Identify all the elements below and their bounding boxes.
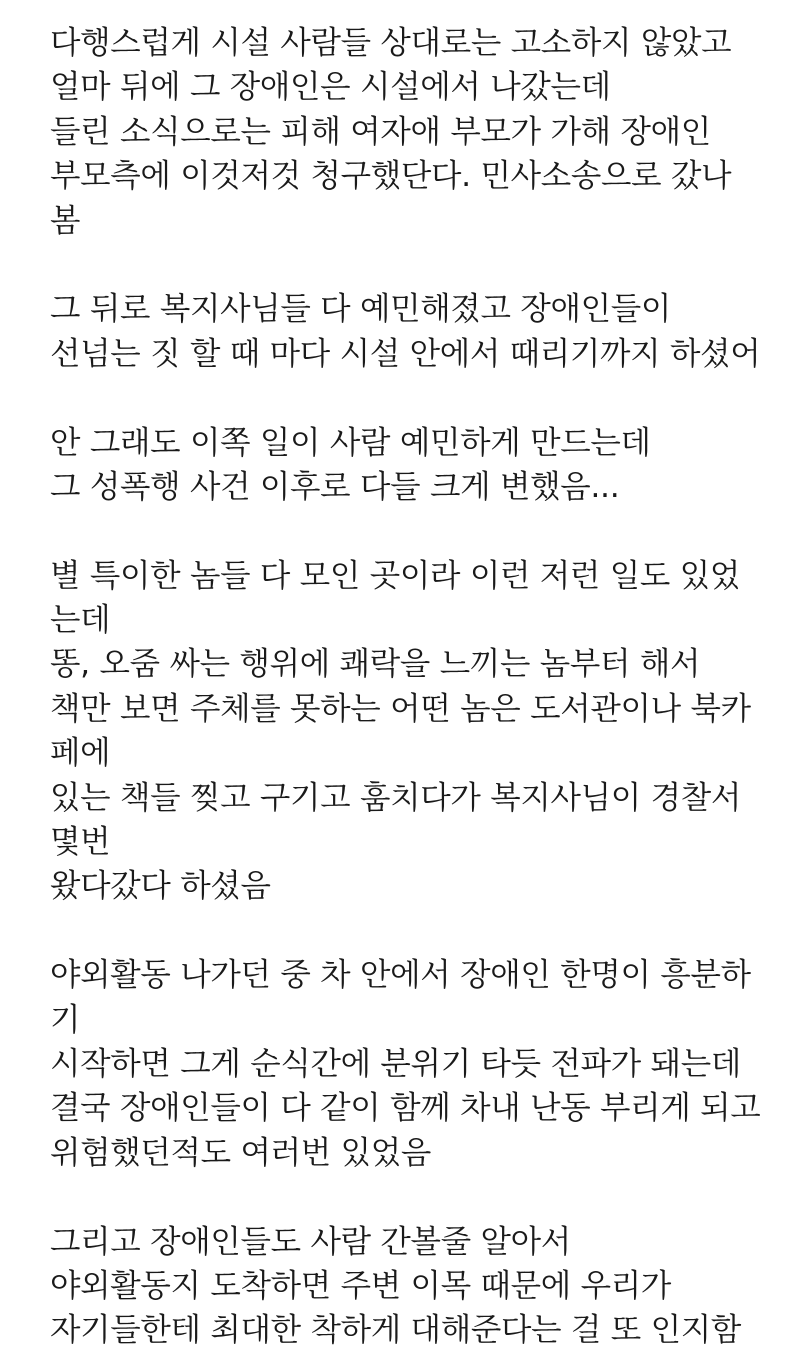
- text-line: 몇번: [50, 824, 111, 861]
- text-line: 있는 책들 찢고 구기고 훔치다가 복지사님이 경찰서: [50, 779, 741, 816]
- text-line: 안 그래도 이쪽 일이 사람 예민하게 만드는데: [50, 424, 651, 461]
- text-line: 봄: [50, 202, 81, 239]
- paragraph: [50, 953, 800, 1175]
- text-line: 야외활동 나가던 중 차 안에서 장애인 한명이 흥분하: [50, 957, 751, 994]
- text-line: 들린 소식으로는 피해 여자애 부모가 가해 장애인: [50, 113, 711, 150]
- text-line: 똥, 오줌 싸는 행위에 쾌락을 느끼는 놈부터 해서: [50, 646, 701, 683]
- text-line: 책만 보면 주체를 못하는 어떤 놈은 도서관이나 북카: [50, 690, 751, 727]
- paragraph: [50, 1220, 800, 1353]
- text-line: 그 성폭행 사건 이후로 다들 크게 변했음...: [50, 468, 620, 505]
- text-line: 부모측에 이것저것 청구했단다. 민사소송으로 갔나: [50, 158, 732, 195]
- text-line: 시작하면 그게 순식간에 분위기 타듯 전파가 돼는데: [50, 1045, 741, 1082]
- paragraph: [50, 421, 800, 510]
- text-line: 선넘는 짓 할 때 마다 시설 안에서 때리기까지 하셨어: [50, 335, 761, 372]
- paragraph-gap: [50, 909, 800, 953]
- text-line: 그리고 장애인들도 사람 간볼줄 알아서: [50, 1223, 571, 1260]
- paragraph-gap: [50, 376, 800, 420]
- paragraph: [50, 21, 800, 243]
- text-line: 는데: [50, 602, 111, 639]
- text-line: 얼마 뒤에 그 장애인은 시설에서 나갔는데: [50, 69, 611, 106]
- paragraph: [50, 554, 800, 909]
- text-line: 그 뒤로 복지사님들 다 예민해졌고 장애인들이: [50, 291, 672, 328]
- paragraph-gap: [50, 243, 800, 287]
- text-line: 자기들한테 최대한 착하게 대해준다는 걸 또 인지함: [50, 1312, 741, 1349]
- text-line: 다행스럽게 시설 사람들 상대로는 고소하지 않았고: [50, 25, 732, 61]
- text-line: 결국 장애인들이 다 같이 함께 차내 난동 부리게 되고: [50, 1090, 761, 1127]
- paragraph-gap: [50, 509, 800, 553]
- text-line: 야외활동지 도착하면 주변 이목 때문에 우리가: [50, 1267, 672, 1304]
- paragraph-gap: [50, 1175, 800, 1219]
- text-line: 페에: [50, 735, 111, 772]
- text-line: 별 특이한 놈들 다 모인 곳이라 이런 저런 일도 있었: [50, 557, 740, 594]
- paragraph: [50, 287, 800, 376]
- text-line: 왔다갔다 하셨음: [50, 868, 271, 905]
- text-line: 위험했던적도 여러번 있었음: [50, 1134, 431, 1171]
- text-line: 기: [50, 1001, 81, 1038]
